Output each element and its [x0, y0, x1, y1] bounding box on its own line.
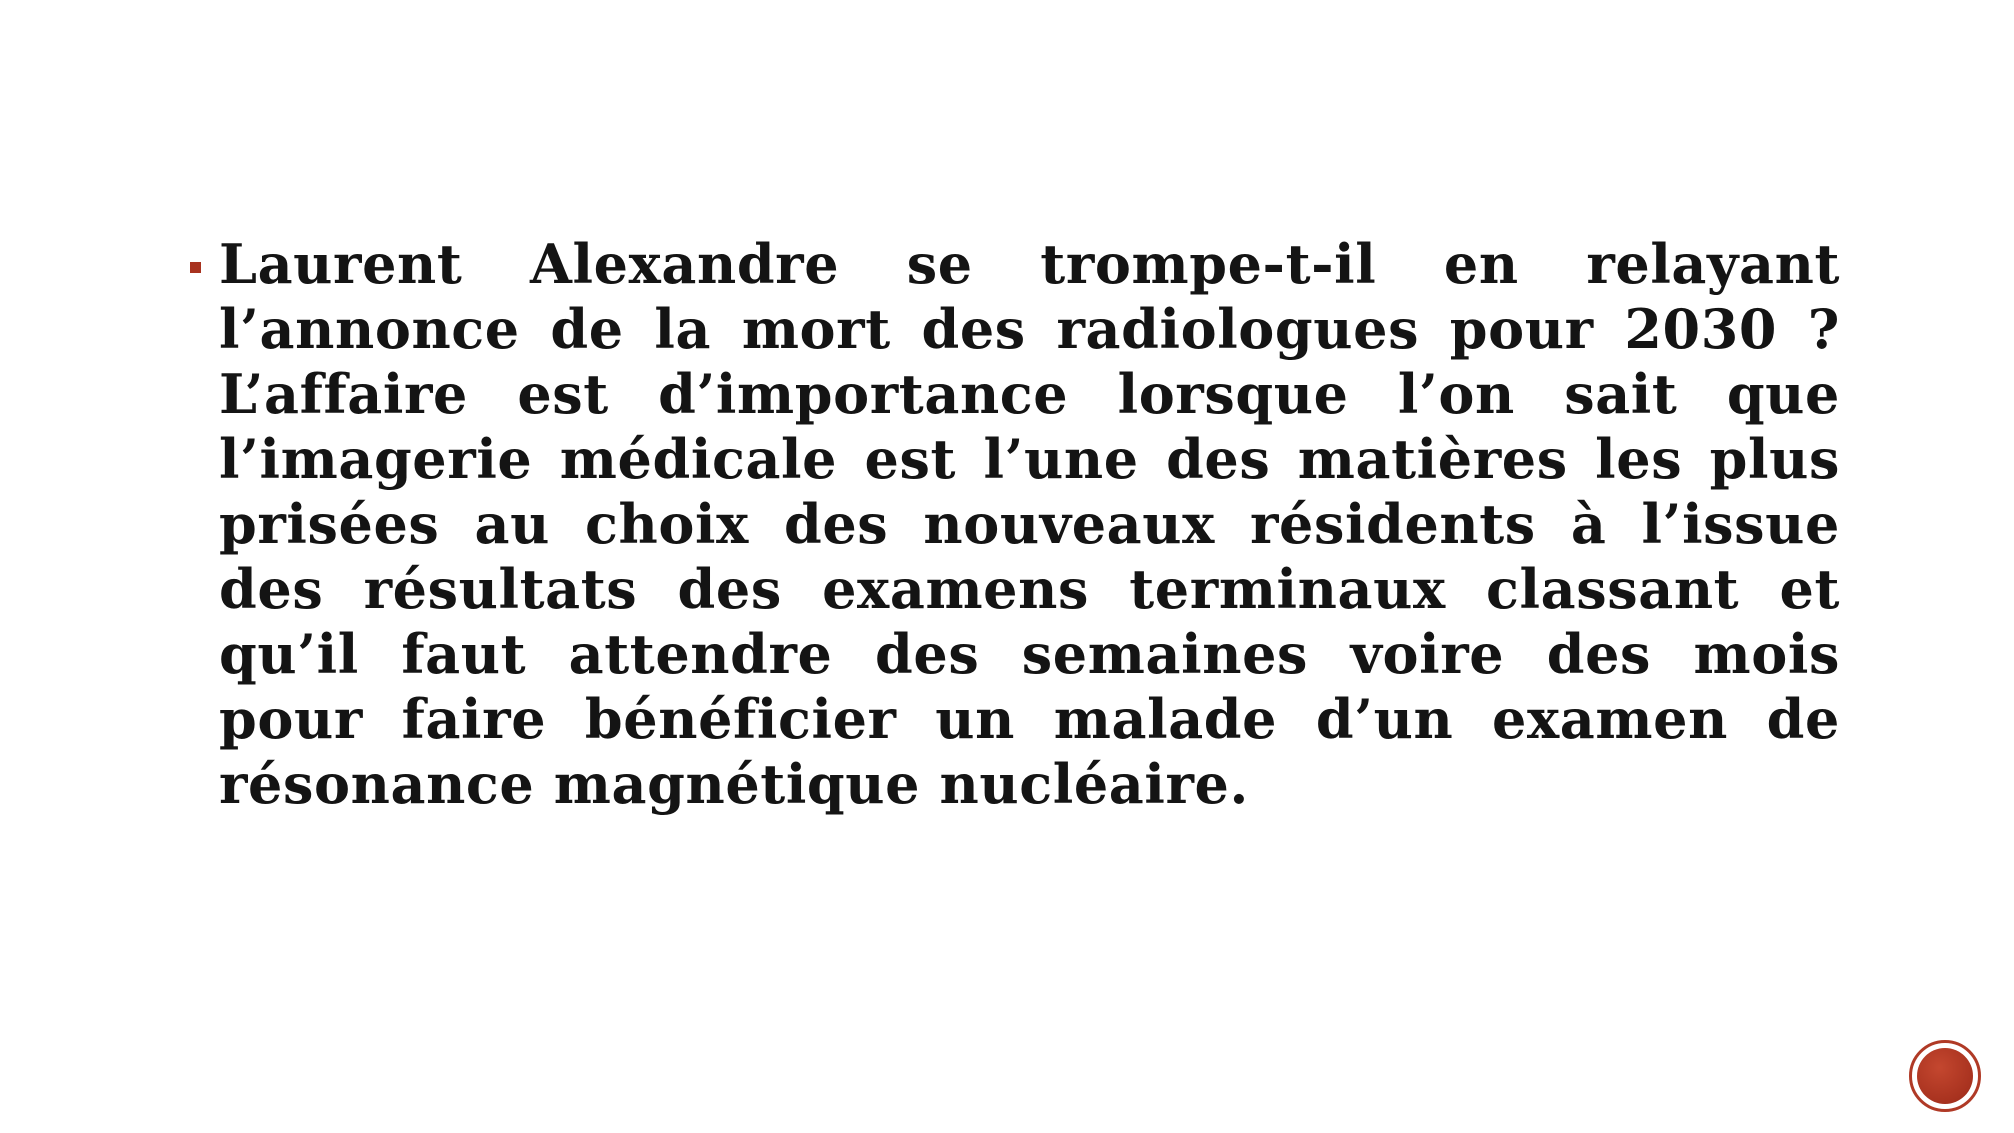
square-bullet-icon	[190, 262, 201, 273]
bullet-text: Laurent Alexandre se trompe-t-il en relayant l’annonce de la mort des radiologues pour 2030 ? L’affaire est d’importance lorsque l’on sait que l’imagerie médicale est l’une des matières les plus prisées au choix des nouveaux résidents à l’issue des résultats des examens terminaux classant et qu’il faut attendre des semaines voire des mois pour faire bénéficier un malade d’un examen de résonance magnétique nucléaire.	[219, 232, 1840, 816]
slide-number-badge-icon	[1909, 1040, 1981, 1112]
bullet-item	[190, 232, 1840, 817]
badge-fill	[1917, 1048, 1973, 1104]
slide-body	[190, 232, 1840, 817]
